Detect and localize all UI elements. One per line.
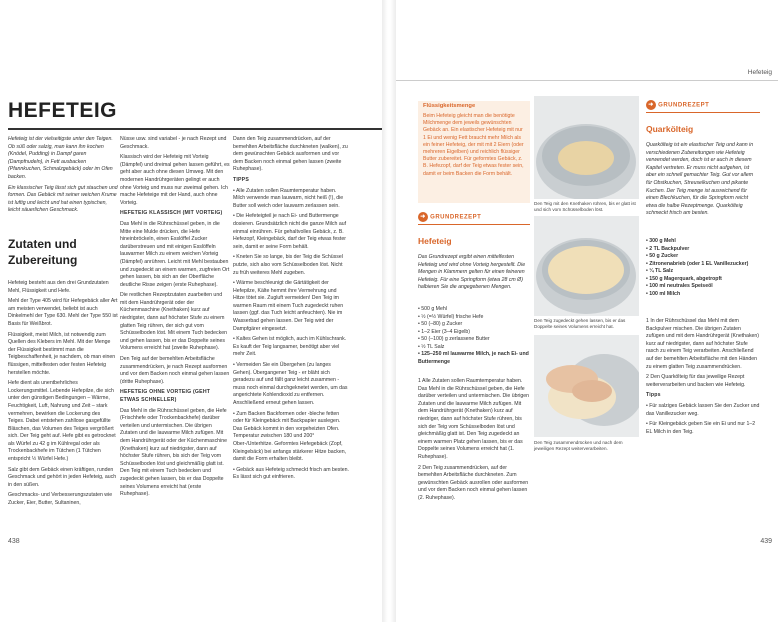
photo-dough-mixing	[534, 96, 639, 199]
box-title: Flüssigkeitsmenge	[423, 103, 476, 109]
ingredient-item: • 2 TL Backpulver	[646, 245, 690, 252]
ingredient-item: • 500 g Mehl	[418, 306, 447, 312]
ingredient-item: • 100 ml neutrales Speiseöl	[646, 283, 713, 289]
col2-text	[120, 136, 230, 502]
page-title: HEFETEIG	[8, 99, 118, 122]
bowl-illustration	[534, 216, 639, 316]
hands-illustration	[534, 335, 639, 437]
photo-caption: Den Teig zugedeckt gehen lassen, bis er das Doppelte seines Volumens erreicht hat.	[534, 318, 626, 330]
para: Salz gibt dem Gebäck einen kräftigen, runden Geschmack und gehört in jeden Hefeteig, auch in den süßen.	[8, 466, 117, 488]
para: Das Mehl in die Rührschüssel geben, in die Mitte eine Mulde drücken, die Hefe hineinbröckeln, einen Esslöffel Zucker darüberstreuen und mit einigen Esslöffeln lauwarmer Milch zu einem weichen Vorteig (Dämpfel) anrühren. Leicht mit Mehl bestauben und zugedeckt an einem warmen, zugfreien Ort gehen lassen, bis sich an der Oberfläche deutliche Risse zeigen (erste Ruhephase).	[120, 220, 230, 288]
recipe-steps	[418, 378, 530, 506]
ingredient-item: • 150 g Magerquark, abgetropft	[646, 275, 722, 282]
tipp-item: • Alle Zutaten sollen Raumtemperatur haben. Milch verwende man lauwarm, nicht heiß (!), die Butter soll weich oder lauwarm zerlassen sein.	[233, 187, 344, 209]
para: Den Teig auf der bemehlten Arbeitsfläche zusammendrücken, je nach Rezept ausformen und vor dem Backen noch einmal gehen lassen (dritte Ruhephase).	[120, 356, 230, 385]
para: Hefeteig besteht aus den drei Grundzutaten Mehl, Flüssigkeit und Hefe.	[8, 280, 109, 294]
tipp-item: • Die Hefeteigteil je nach Ei- und Buttermenge dosieren. Grundsätzlich nicht die ganze Milch auf einmal einrühren. Für gehaltvolles Gebäck, z. B. Hefezopf, Kleingebäck, darf der Teig etwas fester sein, damit er seine Form behält.	[233, 213, 347, 250]
para: Das Mehl in die Rührschüssel geben, die Hefe (Frischhefe oder Trockenbackhefe) darüber verteilen und untermischen. Die übrigen Zutaten und die lauwarme Milch zufügen. Mit dem Handrührgerät oder der Küchenmaschine (Knethaken) kurz auf niedrigster, dann auf höchster Stufe rühren, bis sich der Teig vom Schüsselboden löst und gleichmäßig glatt ist. Den Teig mit einem Tuch bedecken und zugedeckt gehen lassen, bis er das Doppelte seines Volumens erreicht hat (erste Ruhephase).	[120, 407, 227, 498]
col3-text	[233, 136, 349, 485]
left-page	[0, 0, 382, 622]
ingredient-item: • ½ (=½ Würfel) frische Hefe	[418, 313, 484, 320]
recipe-intro: Quarkölteig ist ein elastischer Teig und kann in verschiedenen Zubereitungen wie Hefeteig verwendet werden, doch ist er auch in diesem Kapitel vertreten. Er muss nicht aufgehen, ist aber ein schnell gemachter Teig. Gut vor allem für Obstkuchen, Streuselkuchen und pikante Kuchen. Der Teig menge ist ausreichend für einen Blechkuchen, für die Springform reicht etwa die halbe Rezeptmenge. Quarkölteig schmeckt frisch am besten.	[646, 142, 754, 217]
ingredient-item: • 100 ml Milch	[646, 290, 681, 297]
grundrezept-label	[418, 212, 481, 222]
box-text: Beim Hefeteig gleicht man die benötigte Milchmenge dem jeweils gewünschten Gebäck an. Ein elastischer Hefeteig mit nur 1 Ei und wenig Fett braucht mehr Milch als ein feiner Hefeteig, der mit mit 2 Eiern (oder mehreren Eigelben) und reichlich flüssiger Butter zubereitet. Für geformtes Gebäck, z. B. Hefezopf, darf der Teig etwas fester sein, damit er beim Backen die Form behält.	[423, 113, 524, 177]
grundrezept-text: GRUNDREZEPT	[430, 214, 482, 221]
col1-text	[8, 280, 118, 511]
tipp-item: • Für Kleingebäck geben Sie ein Ei und nur 1–2 EL Milch in den Teig.	[646, 421, 756, 435]
arrow-icon: ➜	[646, 100, 656, 110]
arrow-icon: ➜	[418, 212, 428, 222]
tipp-item: • Zum Backen Backformen oder -bleche fetten oder für Kleingebäck mit Backpapier auslegen. Das Gebäck kommt in den vorgeheizten Ofen. Temperatur zwischen 180 und 200° Ober-/Unterhitze. Geformtes Hefegebäck (Zopf, Kleingebäck) bei anfangs stärkerer Hitze backen, damit die Form erhalten bleibt.	[233, 410, 347, 463]
para: Die restlichen Rezeptzutaten zuarbeiten und mit dem Handrührgerät oder der Küchenmaschine (Knethaken) kurz auf niedrigster, dann auf höchster Stufe zu einem glatten Teig rühren, der sich gut vom Schüsselboden löst. Mit einem Tuch bedecken und gehen lassen, bis er das Doppelte seines Volumens erreicht hat (zweite Ruhephase).	[120, 292, 227, 352]
step: 1 In der Rührschüssel das Mehl mit dem Backpulver mischen. Die übrigen Zutaten zufügen und mit dem Handrührgerät (Knethaken) kurz auf niedrigster, dann auf höchster Stufe rasch zu einem Teig verarbeiten. Anschließend auf der bemehlten Arbeitsfläche mit den Händen zu einem glatten Teig zusammendrücken.	[646, 318, 760, 370]
photo-caption: Den Teig zusammendrücken und nach dem jeweiligen Rezept weiterverarbeiten.	[534, 440, 623, 452]
step: 1 Alle Zutaten sollen Raumtemperatur haben. Das Mehl in die Rührschüssel geben, die Hefe darüber verteilen und untermischen. Die übrigen Zutaten und die lauwarme Milch zufügen. Mit dem Handrührgerät (Knethaken) kurz auf niedriger, dann auf höchster Stufe rühren, bis sich der Teig vom Schüsselboden löst und gleichmäßig glatt ist. Den Teig zugedeckt an einem warmen Platz gehen lassen, bis er das Doppelte seines Volumens erreicht hat (1. Ruhephase).	[418, 378, 530, 460]
ingredient-item: • ¼ TL Salz	[646, 268, 674, 274]
photo-caption: Den Teig mit den Knethaken rühren, bis er glatt ist und sich vom Schüsselboden löst.	[534, 201, 636, 213]
step: 2 Den Quarkölteig für das jeweilige Rezept weiterverarbeiten und backen wie Hefeteig.	[646, 374, 746, 388]
header-rule	[396, 80, 778, 81]
para: Nüsse usw. sind variabel - je nach Rezept und Geschmack.	[120, 136, 227, 150]
grundrezept-label	[646, 100, 709, 110]
intro-text-2: Ein klassischer Teig lässt sich gut stauchen und formen. Das Gebäck mit seiner weichen Krume ist luftig und leicht und hat einen typischen, leicht säuerlichen Geschmack.	[8, 184, 118, 214]
subsection-heading: HEFETEIG OHNE VORTEIG (GEHT ETWAS SCHNELLER)	[120, 389, 211, 403]
page-number: 438	[8, 538, 20, 545]
recipe-steps	[646, 318, 760, 439]
ingredient-list	[418, 306, 530, 366]
recipe-title: Quarkölteig	[646, 124, 694, 134]
step: 2 Den Teig zusammendrücken, auf der bemehlten Arbeitsfläche durchkneten. Zum gewünschten Gebäck ausrollen oder ausformen und vor dem Backen noch einmal gehen lassen (2. Ruhephase).	[418, 464, 529, 501]
subsection-heading: HEFETEIG KLASSISCH (MIT VORTEIG)	[120, 210, 223, 217]
tipps-heading: Tipps	[646, 392, 661, 399]
tipp-item: • Wärme beschleunigt die Gärtätigkeit der Hefepilze, Kälte hemmt ihre Vermehrung und Hitze tötet sie. Zugluft vermeiden! Den Teig im warmen Raum mit einem Tuch zugedeckt ruhen lassen (ggf. das Tuch leicht anfeuchten). Nie im Wasserbad gehen lassen. Der Teig wird der Dampfgärer eingesetzt.	[233, 280, 344, 332]
book-gutter	[382, 0, 396, 622]
recipe-title: Hefeteig	[418, 236, 452, 246]
page-number: 439	[760, 538, 772, 545]
photo-dough-pressing	[534, 335, 639, 437]
para: Hefe dient als unentbehrliches Lockerungsmittel. Lebende Hefepilze, die sich unter den günstigen Bedingungen – Wärme, Feuchtigkeit, Luft, Nahrung und Zeit – stark vermehren, bewirken die Lockerung des Teiges. Dabei entstehen zahllose gasgefüllte Bläschen, das Volumen des Teiges vergrößert sich. Der Teig geht auf. Hefe gibt es getrocknet als Würfel zu 42 g im Kühlregal oder als Trockenbackhefe im Tütchen (1 Tütchen entspricht ½ Würfel Hefe.)	[8, 380, 116, 463]
right-page	[396, 0, 778, 622]
tipp-item: • Kaltes Gehen ist möglich, auch im Kühlschrank. Es kauft der Teig langsamer, benötigt aber viel mehr Zeit.	[233, 336, 347, 358]
tipp-item: • Gebäck aus Hefeteig schmeckt frisch am besten. Es lässt sich gut einfrieren.	[233, 466, 349, 481]
ingredient-item: • Zitronenabrieb (oder 1 EL Vanillezucker)	[646, 260, 749, 267]
tipp-item: • Vermeiden Sie ein Übergehen (zu langes Gehen). Übergangener Teig - er bläht sich geradezu auf und fällt ganz leicht zusammen - muss noch einmal durchgeknetet werden, um das angerichtete Kohlendioxid zu entfernen. Anschließend erneut gehen lassen.	[233, 362, 348, 406]
title-rule	[8, 128, 382, 130]
ingredient-item: • 125–250 ml lauwarme Milch, je nach Ei- und Buttermenge	[418, 351, 529, 365]
para: Geschmacks- und Verbesserungszutaten wie Zucker, Eier, Butter, Sultaninen,	[8, 492, 113, 507]
photo-dough-rising	[534, 216, 639, 316]
para: Flüssigkeit, meist Milch, ist notwendig zum Quellen des Klebers im Mehl. Mit der Menge der Flüssigkeit bestimmt man die Teigbeschaffenheit, je nachdem, ob man einen flüssigen, mittelfesten oder festen Hefeteig herstellen möchte.	[8, 331, 116, 376]
tipps-heading: TIPPS	[233, 176, 249, 183]
tipp-item: • Für salziges Gebäck lassen Sie den Zucker und das Vanillezucker weg.	[646, 402, 760, 417]
ingredient-item: • ½ TL Salz	[418, 343, 445, 350]
ingredient-item: • 50 (–80) g Zucker	[418, 321, 463, 327]
intro-text: Hefeteig ist der vielseitigste unter den Teigen. Ob süß oder salzig, man kann ihn kochen (Knödel, Pudding) in Dampf garen (Dampfnudeln), in Fett ausbacken (Pfannkuchen, Schmalzgebäck) oder im Ofen backen.	[8, 136, 113, 180]
tipp-item: • Kneten Sie so lange, bis der Teig die Schüssel putzte, sich also vom Schüsselboden löst. Nicht zu früh weiteres Mehl zugeben.	[233, 254, 343, 276]
recipe-intro: Das Grundrezept ergibt einen mittelfesten Hefeteig und wird ohne Vorteig hergestellt. Die Mengen in Klammern gelten für einen feineren Hefeteig. Für eine Springform (etwa 28 cm Ø) halbieren Sie die angegebenen Mengen.	[418, 254, 526, 291]
running-header: Hefeteig	[747, 69, 772, 76]
info-box	[418, 101, 530, 203]
ingredient-item: • 50 (–100) g zerlassene Butter	[418, 336, 490, 342]
ingredient-item: • 1–2 Eier (3–4 Eigelb)	[418, 328, 470, 335]
grundrezept-rule	[418, 224, 530, 225]
para: Dann den Teig zusammendrücken, auf der bemehlten Arbeitsfläche durchkneten (walken), zu dem gewünschten Gebäck ausformen und vor dem Backen noch einmal gehen lassen (zweite Ruhephase).	[233, 136, 348, 173]
grundrezept-text: GRUNDREZEPT	[658, 102, 710, 109]
bowl-illustration	[534, 96, 639, 199]
para: Mehl der Type 405 wird für Hefegebäck aller Art am meisten verwendet, beliebt ist auch Dinkelmehl der Type 630. Mehl der Type 550 ist Basis für Weißbrot.	[8, 298, 118, 327]
ingredient-item: • 300 g Mehl	[646, 238, 676, 244]
section-heading: Zutaten und Zubereitung	[8, 237, 78, 267]
para: Klassisch wird der Hefeteig mit Vorteig (Dämpfel) und dreimal gehen lassen geführt, es geht aber auch ohne diesen Umweg. Mit den modernen Handrührgeräten gelingt er auch ohne Vorteig und muss nur zweimal gehen. Ich mache Hefeteige mit der Hand, auch ohne Vorteig.	[120, 154, 230, 206]
intro-block	[8, 136, 118, 218]
ingredient-item: • 50 g Zucker	[646, 253, 679, 259]
grundrezept-rule	[646, 112, 760, 113]
ingredient-list	[646, 238, 760, 298]
